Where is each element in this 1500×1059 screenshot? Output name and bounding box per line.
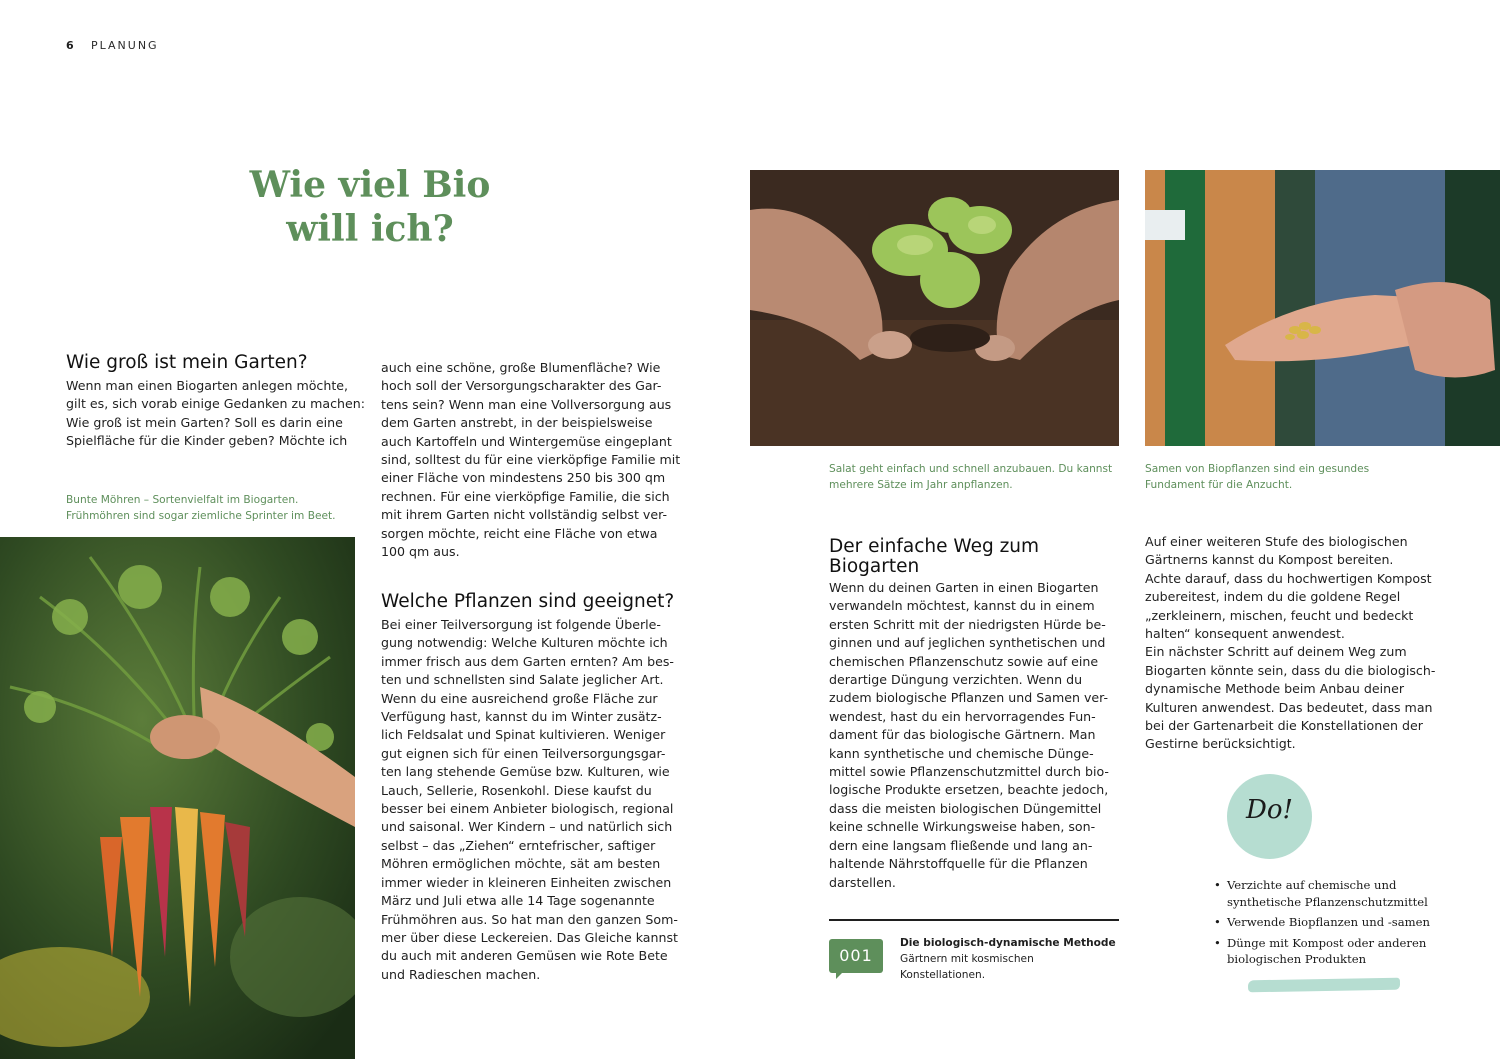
- body-garden-size: Wenn man einen Biogarten anlegen möchte, gilt es, sich vorab einige Gedanken zu machen: Wie groß ist mein Garten? Soll es darin eine Spielfläche für die Kinder geben? Möchte ich: [66, 378, 365, 449]
- section-label: PLANUNG: [91, 39, 159, 52]
- heading-easy-way-line-2: Biogarten: [829, 556, 920, 577]
- page-number: 6: [66, 39, 75, 52]
- carrots-photo: [0, 537, 355, 1059]
- callout-badge: 001: [829, 939, 883, 973]
- title-line-2: will ich?: [286, 208, 454, 250]
- caption-carrots: Bunte Möhren – Sortenvielfalt im Biogarten. Frühmöhren sind sogar ziemliche Sprinter im Beet.: [66, 494, 336, 522]
- caption-seeds: Samen von Biopflanzen sind ein gesundes Fundament für die Anzucht.: [1145, 463, 1370, 491]
- seeds-photo: [1145, 170, 1500, 446]
- body-suitable-plants: Bei einer Teilversorgung ist folgende Überle- gung notwendig: Welche Kulturen möchte ich immer frisch aus dem Garten ernten? Am bes- ten und schnellsten sind Salate jeglicher Art. Wenn du eine ausreichend große Fläche zur Verfügung hast, kannst du im Winter zusätz- lich Feldsalat und Spinat kultivieren. Weniger gut eignen sich für einen Teilversorgungsgar- ten lang stehende Gemüse bzw. Kulturen, wie Lauch, Sellerie, Rosenkohl. Diese kaufst du besser bei einem Anbieter biologisch, regional und saisonal. Wer Kindern – und natürlich sich selbst – das „Ziehen“ erntefrischer, saftiger Möhren ermöglichen möchte, sät am besten immer wieder in kleineren Einheiten zwischen März und Juli etwa alle 14 Tage sogenannte Frühmöhren aus. So hat man den ganzen Som- mer über diese Leckereien. Das Gleiche kannst du auch mit anderen Gemüsen wie Rote Bete und Radieschen machen.: [381, 617, 678, 982]
- body-garden-size-continued: auch eine schöne, große Blumenfläche? Wie hoch soll der Versorgungscharakter des Gar- tens sein? Wenn man eine Vollversorgung aus dem Garten anstrebt, in der beispielsweise auch Kartoffeln und Wintergemüse eingeplant sind, solltest du für eine vierköpfige Familie mit einer Fläche von mindestens 250 bis 300 qm rechnen. Für eine vierköpfige Familie, die sich mit ihrem Garten nicht vollständig selbst ver- sorgen möchte, reicht eine Fläche von etwa 100 qm aus.: [381, 360, 681, 560]
- lettuce-photo: [750, 170, 1119, 446]
- body-easy-way: Wenn du deinen Garten in einen Biogarten verwandeln möchtest, kannst du in einem ersten Schritt mit der niedrigsten Hürde be- ginnen und auf jeglichen synthetischen und chemischen Pflanzenschutz sowie auf eine derartige Düngung verzichten. Wenn du zudem biologische Pflanzen und Samen ver- wendest, hast du ein hervorragendes Fun- dament für das biologische Gärtnern. Man kann synthetische und chemische Dünge- mittel sowie Pflanzenschutzmittel durch bio- logische Produkte ersetzen, beachte jedoch, dass die meisten biologischen Düngemittel keine schnelle Wirkungsweise haben, son- dern eine langsam fließende und lang an- haltende Nährstoffquelle für die Pflanzen darstellen.: [829, 580, 1109, 890]
- heading-garden-size: Wie groß ist mein Garten?: [66, 352, 308, 373]
- callout-title: Die biologisch-dynamische Methode: [900, 937, 1116, 949]
- heading-easy-way: [829, 537, 1129, 577]
- do-list-item: • Verwende Biopflanzen und -samen: [1214, 914, 1444, 931]
- page-title: [200, 163, 540, 251]
- do-list: [1214, 877, 1444, 972]
- do-badge-label: Do!: [1246, 795, 1293, 825]
- title-line-1: Wie viel Bio: [249, 164, 491, 206]
- brush-stroke: [1248, 978, 1400, 993]
- callout-badge-tail: [836, 971, 844, 979]
- caption-lettuce: Salat geht einfach und schnell anzubauen. Du kannst mehrere Sätze im Jahr anpflanzen.: [829, 463, 1113, 491]
- callout-divider: [829, 919, 1119, 921]
- do-list-item: • Verzichte auf chemische und synthetische Pflanzenschutzmittel: [1214, 877, 1444, 910]
- callout-text: Gärtnern mit kosmischen Konstellationen.: [900, 953, 1034, 981]
- heading-suitable-plants: Welche Pflanzen sind geeignet?: [381, 591, 675, 612]
- do-list-item: • Dünge mit Kompost oder anderen biologischen Produkten: [1214, 935, 1444, 968]
- body-compost: Auf einer weiteren Stufe des biologischen Gärtnerns kannst du Kompost bereiten. Achte darauf, dass du hochwertigen Kompost zubereitest, indem du die goldene Regel „zerkleinern, mischen, feucht und bedeckt halten“ konsequent anwendest. Ein nächster Schritt auf deinem Weg zum Biogarten könnte sein, dass du die biologisch- dynamische Methode beim Anbau deiner Kulturen anwendest. Das bedeutet, dass man bei der Gartenarbeit die Konstellationen der Gestirne berücksichtigt.: [1145, 534, 1436, 752]
- heading-easy-way-line-1: Der einfache Weg zum: [829, 536, 1040, 557]
